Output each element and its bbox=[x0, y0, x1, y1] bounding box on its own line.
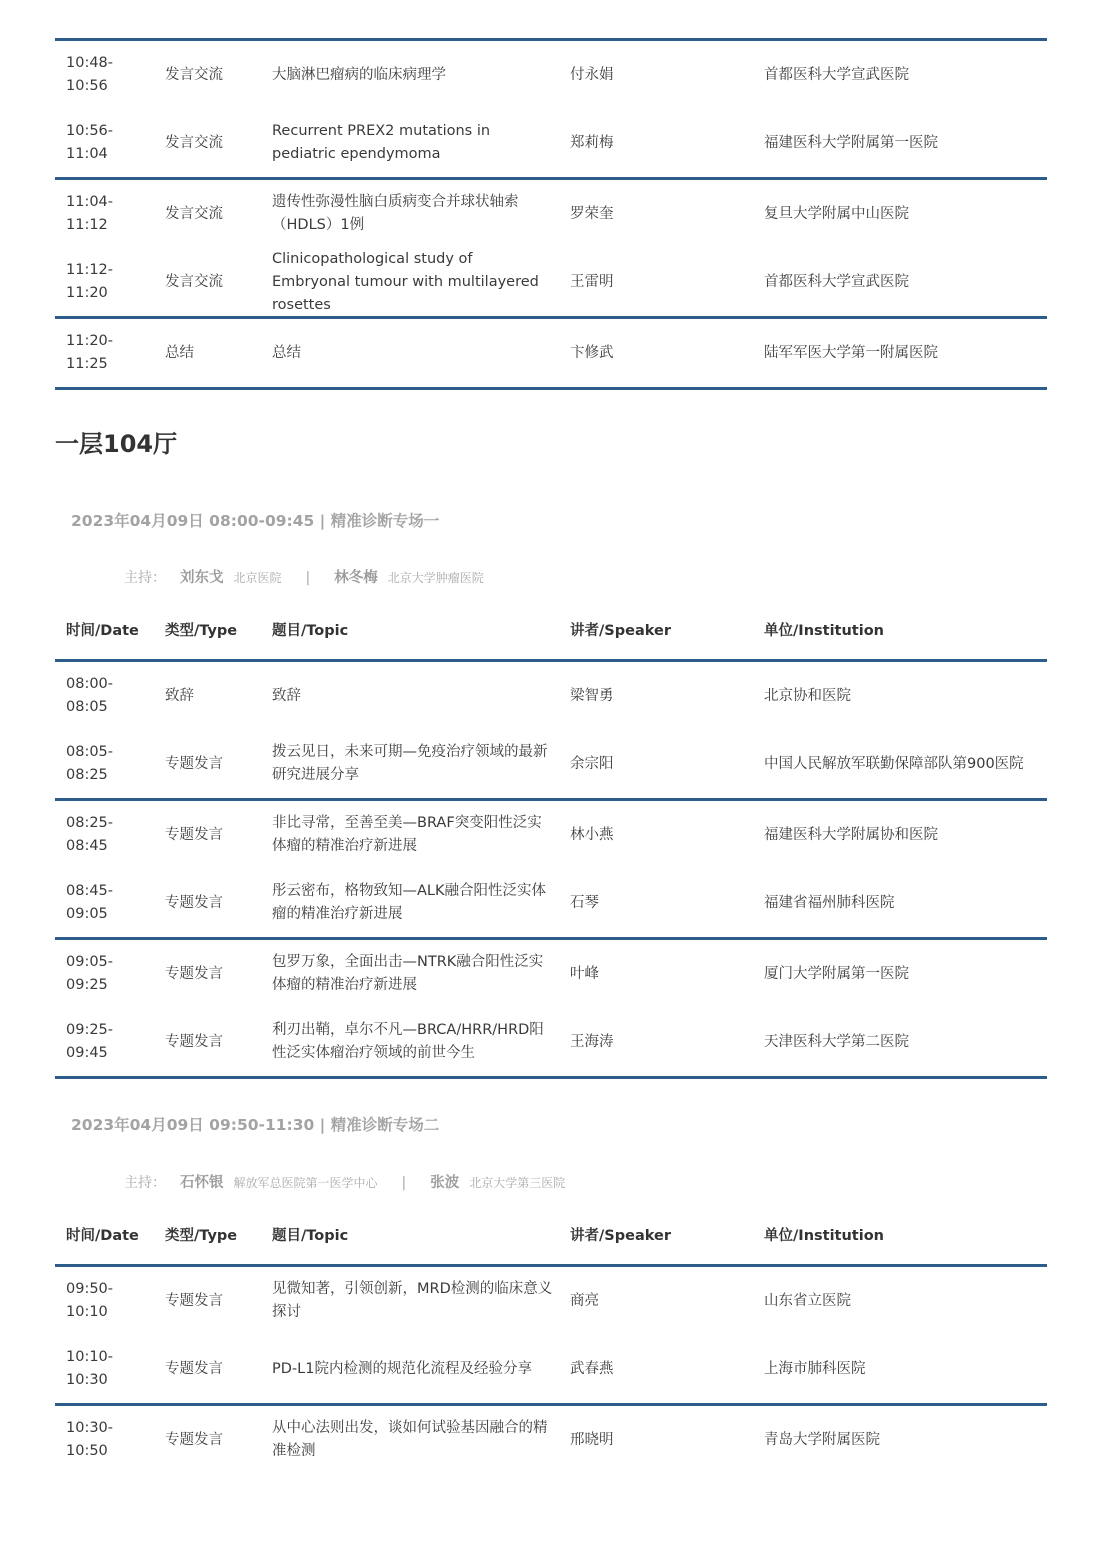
table-row bbox=[55, 248, 1047, 316]
header-topic: 题目/Topic bbox=[272, 1227, 349, 1244]
table-row bbox=[55, 869, 1047, 937]
chair-name: 张波 bbox=[430, 1175, 460, 1191]
speaker-cell: 邢晓明 bbox=[570, 1431, 614, 1448]
type-cell: 专题发言 bbox=[165, 755, 223, 772]
topic-cell: 彤云密布，格物致知—ALK融合阳性泛实体瘤的精准治疗新进展 bbox=[272, 883, 547, 922]
schedule-table-top bbox=[55, 38, 1047, 390]
chair-name: 林冬梅 bbox=[334, 570, 378, 586]
institution-cell: 复旦大学附属中山医院 bbox=[764, 205, 909, 222]
header-type: 类型/Type bbox=[165, 1227, 238, 1244]
type-cell: 专题发言 bbox=[165, 826, 223, 843]
chair-institution: 北京大学第三医院 bbox=[469, 1176, 566, 1190]
header-speaker: 讲者/Speaker bbox=[570, 1227, 671, 1244]
header-institution: 单位/Institution bbox=[764, 622, 884, 639]
topic-cell: PD-L1院内检测的规范化流程及经验分享 bbox=[272, 1360, 532, 1377]
time-cell: 08:00- 08:05 bbox=[66, 676, 114, 715]
speaker-cell: 罗荣奎 bbox=[570, 205, 614, 222]
table-header bbox=[55, 1208, 1047, 1264]
speaker-cell: 余宗阳 bbox=[570, 755, 614, 772]
time-cell: 11:20- 11:25 bbox=[66, 333, 114, 372]
institution-cell: 北京协和医院 bbox=[764, 687, 851, 704]
topic-cell: 总结 bbox=[272, 344, 301, 361]
topic-cell: Clinicopathological study of Embryonal tumour with multilayered rosettes bbox=[272, 250, 539, 313]
session-title: 2023年04月09日 09:50-11:30 | 精准诊断专场二 bbox=[71, 1116, 440, 1134]
topic-cell: 遗传性弥漫性脑白质病变合并球状轴索（HDLS）1例 bbox=[272, 194, 519, 233]
time-cell: 09:50- 10:10 bbox=[66, 1281, 114, 1320]
speaker-cell: 王雷明 bbox=[570, 273, 614, 290]
hall-title: 一层104厅 bbox=[55, 430, 178, 458]
time-cell: 09:05- 09:25 bbox=[66, 954, 114, 993]
speaker-cell: 商亮 bbox=[570, 1292, 599, 1309]
header-time: 时间/Date bbox=[66, 622, 139, 639]
table-row bbox=[55, 177, 1047, 248]
topic-cell: 大脑淋巴瘤病的临床病理学 bbox=[272, 66, 446, 83]
speaker-cell: 王海涛 bbox=[570, 1033, 614, 1050]
type-cell: 发言交流 bbox=[165, 273, 223, 290]
table-row bbox=[55, 730, 1047, 798]
chair-label: 主持： bbox=[124, 1175, 166, 1191]
table-row bbox=[55, 1335, 1047, 1403]
institution-cell: 福建医科大学附属协和医院 bbox=[764, 826, 938, 843]
table-row bbox=[55, 316, 1047, 390]
table-row bbox=[55, 798, 1047, 869]
type-cell: 专题发言 bbox=[165, 965, 223, 982]
topic-cell: 非比寻常，至善至美—BRAF突变阳性泛实体瘤的精准治疗新进展 bbox=[272, 815, 542, 854]
type-cell: 专题发言 bbox=[165, 1431, 223, 1448]
schedule-table-session-2 bbox=[55, 1208, 1047, 1474]
time-cell: 08:45- 09:05 bbox=[66, 883, 114, 922]
table-row bbox=[55, 1403, 1047, 1474]
topic-cell: 致辞 bbox=[272, 687, 301, 704]
table-row bbox=[55, 659, 1047, 730]
table-row bbox=[55, 109, 1047, 177]
time-cell: 08:05- 08:25 bbox=[66, 744, 114, 783]
table-row bbox=[55, 937, 1047, 1008]
speaker-cell: 林小燕 bbox=[570, 826, 614, 843]
institution-cell: 福建医科大学附属第一医院 bbox=[764, 134, 938, 151]
speaker-cell: 付永娟 bbox=[570, 66, 614, 83]
chair-name: 刘东戈 bbox=[180, 570, 224, 586]
type-cell: 发言交流 bbox=[165, 134, 223, 151]
type-cell: 专题发言 bbox=[165, 1033, 223, 1050]
time-cell: 09:25- 09:45 bbox=[66, 1022, 114, 1061]
header-type: 类型/Type bbox=[165, 622, 238, 639]
type-cell: 发言交流 bbox=[165, 66, 223, 83]
institution-cell: 厦门大学附属第一医院 bbox=[764, 965, 909, 982]
table-row bbox=[55, 38, 1047, 109]
speaker-cell: 卞修武 bbox=[570, 344, 614, 361]
time-cell: 11:04- 11:12 bbox=[66, 194, 114, 233]
topic-cell: 从中心法则出发，谈如何试验基因融合的精准检测 bbox=[272, 1420, 548, 1459]
speaker-cell: 石琴 bbox=[570, 894, 599, 911]
institution-cell: 天津医科大学第二医院 bbox=[764, 1033, 909, 1050]
chair-separator: | bbox=[401, 1175, 407, 1191]
type-cell: 专题发言 bbox=[165, 1360, 223, 1377]
time-cell: 10:48- 10:56 bbox=[66, 55, 114, 94]
schedule-table-session-1 bbox=[55, 603, 1047, 1079]
speaker-cell: 梁智勇 bbox=[570, 687, 614, 704]
speaker-cell: 郑莉梅 bbox=[570, 134, 614, 151]
header-institution: 单位/Institution bbox=[764, 1227, 884, 1244]
session-title: 2023年04月09日 08:00-09:45 | 精准诊断专场一 bbox=[71, 512, 440, 530]
institution-cell: 中国人民解放军联勤保障部队第900医院 bbox=[764, 755, 1024, 772]
time-cell: 10:10- 10:30 bbox=[66, 1349, 114, 1388]
table-header bbox=[55, 603, 1047, 659]
institution-cell: 福建省福州肺科医院 bbox=[764, 894, 895, 911]
table-row bbox=[55, 1264, 1047, 1335]
type-cell: 致辞 bbox=[165, 687, 194, 704]
type-cell: 专题发言 bbox=[165, 894, 223, 911]
speaker-cell: 武春燕 bbox=[570, 1360, 614, 1377]
topic-cell: Recurrent PREX2 mutations in pediatric ependymoma bbox=[272, 123, 491, 162]
session-chairs bbox=[124, 1171, 565, 1192]
time-cell: 08:25- 08:45 bbox=[66, 815, 114, 854]
time-cell: 10:56- 11:04 bbox=[66, 123, 114, 162]
chair-separator: | bbox=[305, 570, 311, 586]
institution-cell: 上海市肺科医院 bbox=[764, 1360, 866, 1377]
type-cell: 总结 bbox=[165, 344, 194, 361]
institution-cell: 山东省立医院 bbox=[764, 1292, 851, 1309]
topic-cell: 见微知著，引领创新，MRD检测的临床意义探讨 bbox=[272, 1281, 553, 1320]
header-topic: 题目/Topic bbox=[272, 622, 349, 639]
header-speaker: 讲者/Speaker bbox=[570, 622, 671, 639]
institution-cell: 首都医科大学宣武医院 bbox=[764, 66, 909, 83]
session-chairs bbox=[124, 566, 484, 587]
institution-cell: 青岛大学附属医院 bbox=[764, 1431, 880, 1448]
time-cell: 11:12- 11:20 bbox=[66, 262, 114, 301]
speaker-cell: 叶峰 bbox=[570, 965, 599, 982]
header-time: 时间/Date bbox=[66, 1227, 139, 1244]
institution-cell: 首都医科大学宣武医院 bbox=[764, 273, 909, 290]
table-row bbox=[55, 1008, 1047, 1079]
chair-name: 石怀银 bbox=[180, 1175, 224, 1191]
topic-cell: 利刃出鞘，卓尔不凡—BRCA/HRR/HRD阳性泛实体瘤治疗领域的前世今生 bbox=[272, 1022, 544, 1061]
chair-institution: 北京医院 bbox=[233, 571, 282, 585]
topic-cell: 拨云见日，未来可期—免疫治疗领域的最新研究进展分享 bbox=[272, 744, 548, 783]
chair-institution: 解放军总医院第一医学中心 bbox=[233, 1176, 378, 1190]
institution-cell: 陆军军医大学第一附属医院 bbox=[764, 344, 938, 361]
type-cell: 发言交流 bbox=[165, 205, 223, 222]
chair-institution: 北京大学肿瘤医院 bbox=[387, 571, 484, 585]
chair-label: 主持： bbox=[124, 570, 166, 586]
type-cell: 专题发言 bbox=[165, 1292, 223, 1309]
time-cell: 10:30- 10:50 bbox=[66, 1420, 114, 1459]
topic-cell: 包罗万象，全面出击—NTRK融合阳性泛实体瘤的精准治疗新进展 bbox=[272, 954, 544, 993]
